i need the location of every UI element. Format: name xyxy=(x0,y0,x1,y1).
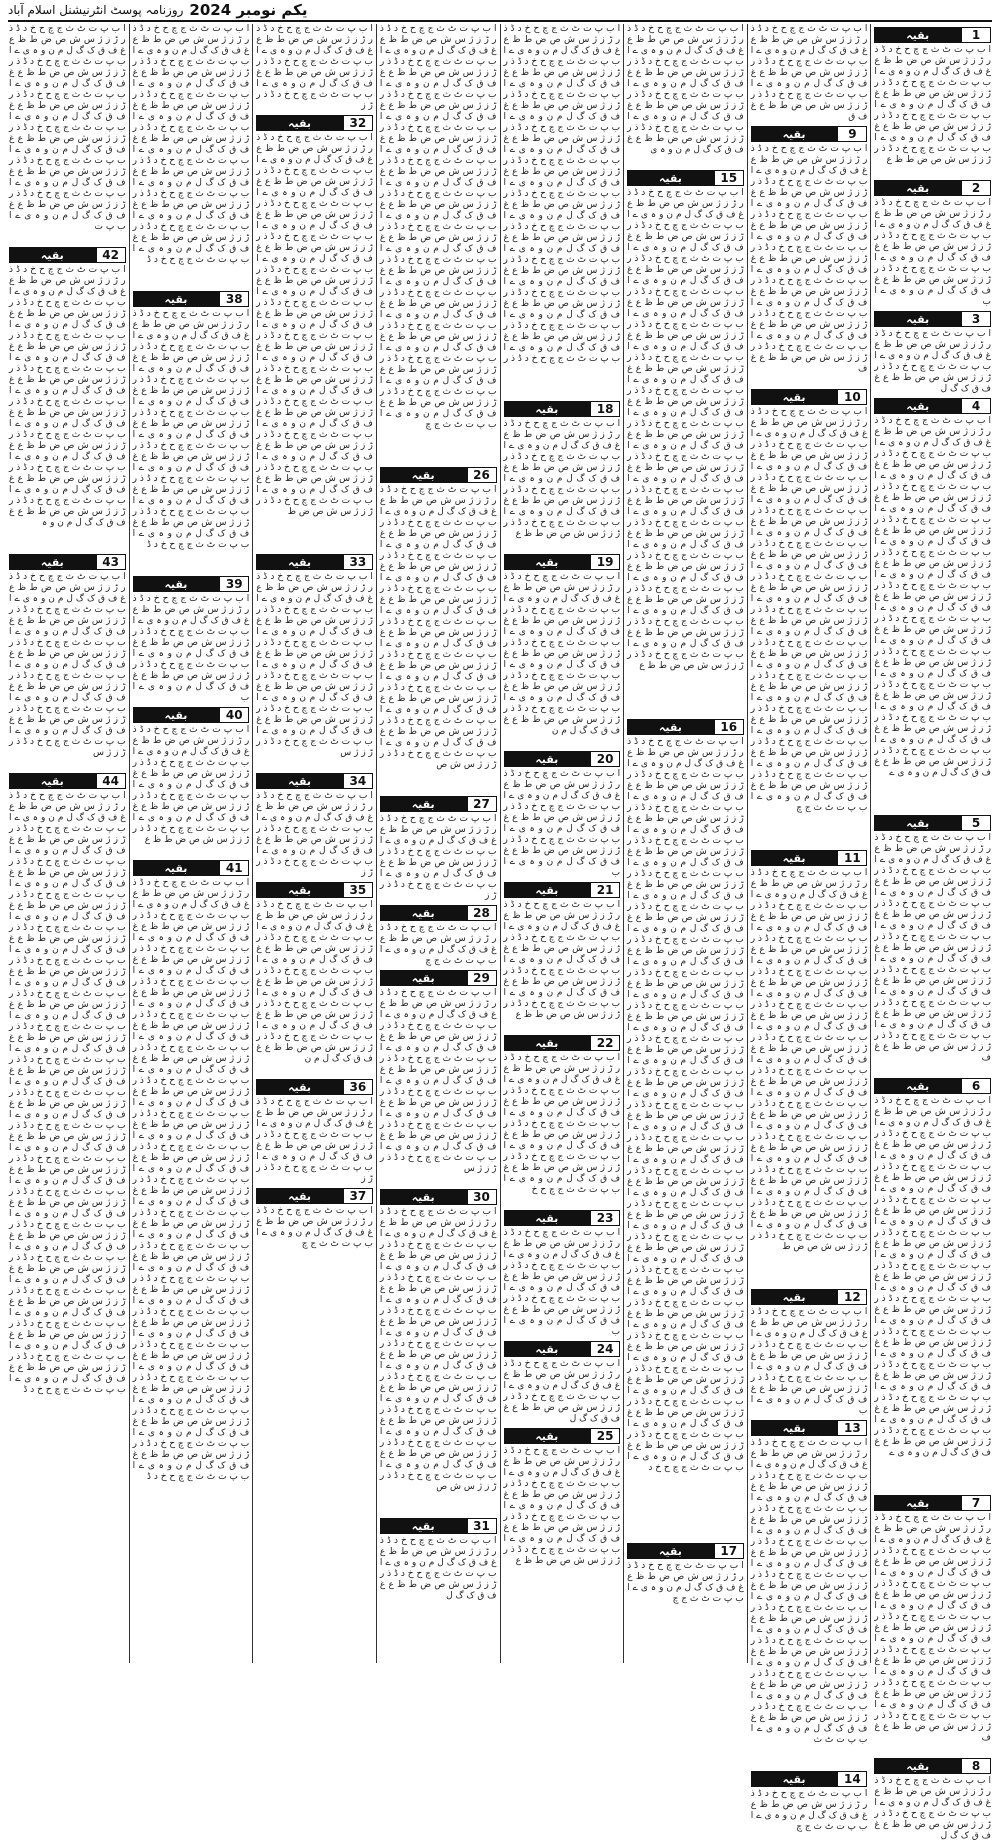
article-text: ا ب پ ت ٹ ث ج چ ح خ د ڈ ذ ر ڑ ز ژ س ش ص ض ط ظ ع غ ف ق ک گ ل م ن و ہ ی ے ا ب پ ت ٹ ث ج چ ح خ د ڈ ذ ر ڑ ز ژ س ش ص ض ط ظ ع غ ف ق ک گ ل م ن و ہ ی ے ا ب پ ت ٹ ث ج چ ح خ د ڈ ذ ر ڑ ز ژ س ش ص ض ط ظ ع غ ف ق ک گ ل م ن و ہ ی ے ا ب پ ت ٹ ث ج چ ح خ د ڈ ذ ر ڑ ز ژ س ش ص ض ط ظ ع غ ف ق ک گ ل م ن و ہ ی ے ا ب پ ت ٹ ث ج چ ح خ د ڈ ذ ر ڑ ز ژ س ش ص ض ط ظ ع غ ف ق ک گ ل م ن و ہ ی ے ا ب پ ت ٹ ث ج چ ح خ د ڈ ذ ر ڑ ز ژ س ش ص ض ط ظ ع غ ف ق ک گ ل م ن و ہ ی ے ا ب پ ت ٹ ث ج چ ح خ د ڈ ذ ر ڑ ز ژ س ش ص ض ط ظ ع غ ف ق ک گ ل م ن و ہ ی ے ا ب پ ت ٹ ث ج چ ح خ د ڈ ذ ر ڑ ز ژ س ش ص ض ط ظ ع غ ف ق ک گ ل م ن و ہ xyxy=(9,265,126,528)
article-text: ا ب پ ت ٹ ث ج چ ح خ د ڈ ذ ر ڑ ز ژ س ش ص ض ط ظ ع غ ف ق ک گ ل م ن و ہ ی ے ا ب پ ت ٹ ث ج چ ح خ د ڈ ذ ر ڑ ز ژ س ش ص ض ط ظ ع غ ف ق ک گ ل م ن و ہ ی ے ا ب پ ت ٹ ث ج چ ح خ د ڈ ذ ر ڑ ز ژ س ش ص ض ط ظ ع غ ف ق ک گ ل م ن و ہ ی ے ا ب پ ت ٹ ث ج چ ح خ د ڈ ذ ر ڑ ز ژ س ش ص ض ط ظ ع غ ف ق ک گ ل م ن و ہ ی ے ا ب پ ت ٹ ث ج چ ح خ د ڈ ذ ر ڑ ز ژ س ش ص ض ط ظ ع غ ف ق ک گ ل م ن و ہ ی ے ا ب پ ت ٹ ث ج چ ح خ د ڈ ذ ر ڑ ز ژ س xyxy=(256,572,373,758)
continuation-label: بقیہ xyxy=(874,1758,961,1774)
continuation-number: 15 xyxy=(714,170,744,186)
continuation-label: بقیہ xyxy=(380,1518,467,1534)
continuation-number: 9 xyxy=(837,126,867,142)
article-text: ا ب پ ت ٹ ث ج چ ح خ د ڈ ذ ر ڑ ز ژ س ش ص ض ط ظ ع غ ف ق ک گ ل م ن و ہ ی ے ا ب پ ت ٹ ث ج چ ح خ د ڈ ذ ر ڑ ز ژ س ش ص ض ط ظ ع غ ف ق ک گ ل م ن و ہ ی ے ا ب پ ت ٹ ث ج چ ح خ د ڈ ذ ر ڑ ز ژ س ش ص ض ط ظ ع غ ف ق ک گ ل م ن و ہ ی ے ا ب پ ت ٹ ث ج چ ح خ د ڈ ذ ر ڑ ز ژ س ش ص ض ط ظ ع غ ف ق ک گ ل م ن و ہ ی xyxy=(627,24,744,155)
continuation-header xyxy=(504,554,621,570)
continuation-header xyxy=(133,576,250,592)
continuation-label: بقیہ xyxy=(751,1420,838,1436)
continuation-label: بقیہ xyxy=(874,1078,961,1094)
continuation-label: بقیہ xyxy=(256,1188,343,1204)
continuation-header xyxy=(256,1079,373,1095)
continuation-number: 29 xyxy=(467,970,497,986)
article-text: ا ب پ ت ٹ ث ج چ ح خ د ڈ ذ ر ڑ ز ژ س ش ص ض ط ظ ع غ ف ق ک گ ل م ن و ہ ی ے ا ب پ ت ٹ ث ج چ ح خ د ڈ ذ ر ڑ ز ژ س ش ص ض ط ظ ع غ ف ق ک گ ل م ن و ہ ی ے ا ب پ ت ٹ ث ج چ ح خ د ڈ ذ ر ڑ ز xyxy=(256,24,373,111)
continuation-number: 6 xyxy=(961,1078,991,1094)
article-text: ا ب پ ت ٹ ث ج چ ح خ د ڈ ذ ر ڑ ز ژ س ش ص ض ط ظ ع غ ف ق ک گ ل م ن و ہ ی ے ا ب پ ت ٹ ث ج چ ح خ د ڈ ذ ر ڑ ز ژ س ش ص ض ط ظ ع غ ف ق ک گ ل م ن و ہ ی ے ا ب پ ت ٹ ث ج چ ح خ د ڈ ذ ر ڑ ز ژ س ش ص ض ط ظ ع غ ف ق ک گ ل م ن و ہ ی ے ا ب پ ت ٹ ث ج چ ح خ د ڈ ذ ر ڑ ز ژ س ش ص ض ط ظ ع غ ف ق ک گ ل م ن و ہ ی ے ا ب پ ت ٹ ث ج چ ح خ د ڈ ذ ر ڑ ز ژ س ش ص ض ط ظ ع غ ف ق ک گ ل م ن و ہ ی ے ا ب پ ت ٹ ث ج چ ح خ د ڈ ذ ر ڑ ز ژ س ش ص ض ط ظ ع غ ف ق ک گ ل م ن و ہ ی ے ا ب پ ت ٹ ث ج چ ح خ د ڈ ذ ر ڑ ز ژ س ش ص ض ط ظ ع غ ف ق ک گ ل م ن و ہ ی ے ا ب پ ت ٹ ث ج چ ح خ د ڈ ذ ر ڑ ز ژ س ش ص ض ط ظ ع غ ف ق ک گ ل م ن و ہ ی ے ا ب پ ت ٹ ث ج چ ح خ د ڈ ذ ر ڑ ز ژ س ش ص ض ط ظ ع غ ف ق ک گ ل م ن و ہ ی ے ا ب پ ت ٹ ث ج چ ح خ د ڈ ذ ر ڑ ز ژ س ش ص ض ط ظ ع غ ف ق ک گ ل م ن و ہ ی ے ا ب پ ت ٹ ث ج چ ح خ د ڈ ذ ر ڑ ز ژ س ش ص ض ط ظ ع غ ف ق ک گ ل م ن و ہ ی ے ا ب پ ت ٹ ث ج چ ح خ د ڈ ذ ر ڑ ز ژ س ش ص ض ط xyxy=(750,868,868,1252)
article-text: ا ب پ ت ٹ ث ج چ ح خ د ڈ ذ ر ڑ ز ژ س ش ص ض ط ظ ع غ ف ق ک گ ل م ن و ہ ی ے ا ب پ ت ٹ ث ج چ xyxy=(627,1561,744,1604)
article-text: ا ب پ ت ٹ ث ج چ ح خ د ڈ ذ ر ڑ ز ژ س ش ص ض ط ظ ع غ ف ق ک گ ل م ن و ہ ی ے ا ب پ ت ٹ ث ج چ ح خ د ڈ ذ ر ڑ ز ژ س ش ص ض ط ظ ع غ ف ق ک گ ل م ن و ہ ی ے ا ب پ ت ٹ ث ج چ ح خ د ڈ ذ ر ڑ ز ژ س ش ص ض ط ظ ع غ ف ق ک گ ل م ن و ہ ی ے ا ب پ ت ٹ ث ج چ ح خ د ڈ ذ ر ڑ ز ژ س ش ص ض ط ظ ع غ ف ق ک گ ل م ن و ہ ی ے ا ب پ ت ٹ ث ج چ ح خ د ڈ ذ ر ڑ ز ژ س ش ص ض ط ظ ع غ ف ق ک گ ل م ن و ہ ی ے ا ب پ ت ٹ ث ج چ ح خ د ڈ ذ ر ڑ ز ژ س ش ص ض ط ظ ع غ ف ق ک گ ل م ن و ہ ی ے ا ب پ ت ٹ ث ج چ ح خ د ڈ ذ ر ڑ ز ژ س ش ص ض ط ظ ع غ ف xyxy=(874,1513,991,1743)
continuation-header xyxy=(504,1341,621,1357)
continuation-header xyxy=(751,1289,868,1305)
continuation-label: بقیہ xyxy=(504,1341,591,1357)
continuation-number: 38 xyxy=(219,291,249,307)
column-5 xyxy=(376,24,500,1663)
column-7 xyxy=(129,24,253,1663)
article-text: ا ب پ ت ٹ ث ج چ ح خ د ڈ ذ ر ڑ ز ژ س ش ص ض ط ظ ع غ ف ق ک گ ل م ن و ہ ی ے ا ب پ ت ٹ ث ج چ ح خ د ڈ ذ ر ڑ ز ژ س ش ص ض ط ظ ع غ ف ق ک گ ل م ن و ہ ی ے ا ب پ ت ٹ ث ج چ ح خ د ڈ ذ ر ڑ ز ژ س ش ص ض ط ظ ع غ ف ق ک گ ل م ن و ہ ی ے ا ب xyxy=(503,1228,621,1337)
column-1 xyxy=(870,24,994,1841)
continuation-number: 17 xyxy=(714,1543,744,1559)
continuation-header xyxy=(874,1758,991,1774)
continuation-label: بقیہ xyxy=(9,247,96,263)
continuation-number: 37 xyxy=(343,1188,373,1204)
article-text: ا ب پ ت ٹ ث ج چ ح خ د ڈ ذ ر ڑ ز ژ س ش ص ض ط ظ ع غ ف ق ک گ ل م ن و ہ ی ے ا ب پ ت ٹ ث ج چ ح خ د ڈ ذ ر ڑ ز ژ س ش ص ض ط ظ ع غ ف ق ک گ ل م ن و ہ ی ے ا ب پ ت ٹ ث ج چ ح خ د ڈ ذ ر ڑ ز xyxy=(379,814,497,901)
continuation-number: 10 xyxy=(837,389,867,405)
continuation-header xyxy=(874,27,991,43)
continuation-header xyxy=(751,389,868,405)
continuation-label: بقیہ xyxy=(9,554,96,570)
continuation-header xyxy=(627,170,744,186)
continuation-number: 33 xyxy=(343,554,373,570)
continuation-header xyxy=(9,554,126,570)
continuation-header xyxy=(751,126,868,142)
continuation-header xyxy=(874,311,991,327)
continuation-label: بقیہ xyxy=(380,1189,467,1205)
continuation-number: 14 xyxy=(837,1771,867,1787)
column-2 xyxy=(747,24,871,1832)
continuation-header xyxy=(504,751,621,767)
continuation-header xyxy=(133,707,250,723)
article-text: ا ب پ ت ٹ ث ج چ ح خ د ڈ ذ ر ڑ ز ژ س ش ص ض ط ظ ع غ ف ق ک گ ل م ن و ہ ی ے ا ب پ ت ٹ ث ج چ ح خ د ڈ ذ ر ڑ ز ژ س ش ص ض ط ظ ع غ ف ق ک گ ل م ن و ہ ی ے ا ب پ ت ٹ ث ج چ ح خ د ڈ ذ ر ڑ ز xyxy=(256,791,373,878)
article-text: ا ب پ ت ٹ ث ج چ ح خ د ڈ ذ ر ڑ ز ژ س ش ص ض ط ظ ع غ ف ق ک گ ل م ن و ہ ی ے ا ب پ ت ٹ ث ج چ ح خ د ڈ ذ ر ڑ ز ژ س ش ص ض ط ظ ع غ ف ق ک گ ل م ن و ہ ی ے ا ب پ ت ٹ ث ج چ ح خ د ڈ ذ ر ڑ ز ژ س ش ص ض ط ظ ع غ ف ق ک گ ل م ن و ہ ی ے ا ب xyxy=(874,198,991,307)
article-text: ا ب پ ت ٹ ث ج چ ح خ د ڈ ذ ر ڑ ز ژ س ش ص ض ط ظ ع غ ف ق ک گ ل م ن و ہ ی ے ا ب پ ت ٹ ث ج چ ح خ د ڈ ذ ر ڑ ز ژ س ش ص ض ط ظ ع غ ف ق ک گ ل م ن و ہ ی ے ا ب پ ت ٹ ث ج چ ح خ د ڈ ذ ر ڑ ز ژ س ش ص ض ط ظ ع غ ف ق ک گ ل م ن و ہ ی ے ا ب پ ت ٹ ث ج چ ح خ د ڈ ذ ر ڑ ز ژ س ش ص ض ط ظ ع غ ف ق ک گ ل م ن و ہ ی ے ا ب پ ت ٹ ث ج چ ح خ د ڈ ذ ر ڑ ز ژ س ش ص ض ط ظ ع غ ف ق ک گ ل م ن و ہ ی ے ا ب پ ت ٹ ث ج چ ح خ د ڈ ذ ر ڑ ز ژ س ش ص ض ط ظ ع غ ف ق ک گ ل م ن و ہ ی ے ا ب پ ت ٹ ث ج چ ح خ د ڈ ذ ر ڑ ز ژ س ش ص ض ط ظ ع غ ف ق ک گ ل م ن و ہ ی ے ا ب پ ت ٹ ث ج چ ح خ د ڈ ذ ر ڑ ز ژ س ش ص ض ط ظ ع غ ف ق ک گ ل م ن و ہ ی ے ا ب پ ت ٹ ث ج چ ح خ د ڈ ذ ر ڑ ز ژ س ش ص ض ط ظ ع غ ف ق ک گ ل م ن و ہ ی ے ا ب پ ت ٹ ث ج چ ح خ د ڈ ذ ر ڑ ز ژ س ش ص ض ط ظ ع غ ف ق ک گ ل م ن و ہ ی ے ا ب پ ت ٹ ث ج چ ح خ د ڈ ذ ر ڑ ز ژ س ش ص ض ط ظ ع غ ف ق ک گ ل م ن و ہ ی ے ا ب پ ت ٹ ث ج چ ح خ د ڈ ذ ر ڑ ز ژ س ش ص ض ط ظ ع غ ف ق ک گ ل م ن و ہ ی ے ا ب پ ت ٹ ث ج چ ح خ د ڈ ذ ر ڑ ز ژ س ش ص ض ط ظ ع غ ف ق ک گ ل م ن و ہ ی ے ا ب پ ت ٹ ث ج چ ح خ د ڈ ذ ر ڑ ز ژ س ش ص ض ط ظ ع غ ف ق ک گ ل م ن و ہ ی ے ا ب پ ت ٹ ث ج چ ح خ د ڈ ذ ر ڑ ز ژ س ش ص ض ط ظ ع غ ف ق ک گ ل م ن و ہ ی ے ا ب پ ت ٹ ث ج چ ح خ د ڈ ذ ر ڑ ز ژ س ش ص ض ط ظ ع غ ف ق ک گ ل م ن و ہ ی ے ا ب پ ت ٹ ث ج چ ح خ د ڈ ذ ر ڑ ز ژ س ش ص ض ط ظ ع غ ف ق ک گ ل م ن و ہ ی ے ا ب پ ت ٹ ث ج چ ح خ د ڈ ذ ر ڑ ز ژ س ش ص ض ط ظ ع غ ف ق ک گ ل م ن و ہ ی ے ا ب پ ت ٹ ث ج چ ح خ د ڈ ذ ر ڑ ز ژ س ش ص ض ط ظ ع غ ف ق ک گ ل م ن و ہ ی ے ا ب پ ت ٹ ث ج چ ح خ د ڈ ذ ر ڑ ز ژ س ش ص ض ط ظ ع غ ف ق ک گ ل م ن و ہ ی ے ا ب پ ت ٹ ث ج چ ح خ د ڈ ذ ر ڑ ز ژ س ش ص ض ط ظ ع غ ف ق ک گ ل م ن و ہ ی ے ا ب پ ت ٹ ث ج چ ح خ د ڈ ذ ر ڑ ز ژ س ش ص ض ط ظ ع غ ف ق ک گ ل م ن و ہ ی ے ا ب پ ت ٹ ث ج چ ح خ د xyxy=(627,737,744,1473)
article-text: ا ب پ ت ٹ ث ج چ ح خ د ڈ ذ ر ڑ ز ژ س ش ص ض ط ظ ع غ ف ق ک گ ل م ن و ہ ی ے ا ب پ ت ٹ ث ج چ ح خ د ڈ ذ ر ڑ ز ژ س ش ص ض ط ظ ع غ ف ق ک گ ل م ن و ہ ی ے ا ب پ ت ٹ ث ج چ ح خ د ڈ ذ ر ڑ ز ژ س ش ص ض ط ظ ع غ ف ق ک گ ل م ن و ہ ی ے ا ب پ ت ٹ ث ج چ ح خ د ڈ ذ ر ڑ ز ژ س ش ص ض ط ظ ع غ ف ق ک گ ل م ن و ہ ی ے ا ب پ ت ٹ ث ج چ ح خ د ڈ ذ ر ڑ ز ژ س ش ص ض ط ظ ع غ ف ق ک گ ل م ن و ہ ی ے ا ب پ ت ٹ ث ج چ ح خ د ڈ ذ ر ڑ ز ژ س ش ص ض ط ظ ع غ ف ق ک گ ل م ن و ہ ی ے ا ب پ ت ٹ ث ج چ ح خ د ڈ ذ ر ڑ ز ژ س ش ص ض ط ظ ع غ ف ق ک گ ل م ن و ہ ی ے ا ب پ ت ٹ ث ج چ ح خ د ڈ ذ ر ڑ ز ژ س ش ص ض ط ظ ع غ ف ق ک گ ل م ن و ہ ی ے ا ب پ ت ٹ ث ج چ ح خ د ڈ ذ ر ڑ ز ژ س ش ص ض ط ظ ع غ ف ق ک گ ل م ن و ہ ی ے ا ب پ ت ٹ ث ج چ ح خ د ڈ ذ ر ڑ ز ژ س ش ص ض ط ظ ع غ ف ق ک گ ل م ن و ہ ی ے ا ب پ ت ٹ ث ج چ ح خ د ڈ ذ ر ڑ ز ژ س ش ص ض ط ظ ع غ ف ق ک گ ل م ن و ہ ی ے ا ب پ ت ٹ ث ج چ ح خ د ڈ ذ ر ڑ ز ژ س ش ص ض ط ظ ع غ ف ق ک گ ل م ن و ہ ی ے ا ب پ ت ٹ ث ج چ ح خ د ڈ ذ ر ڑ ز ژ س ش ص ض ط ظ ع غ ف ق ک گ ل م ن و ہ ی ے ا ب پ ت ٹ ث ج چ ح خ د ڈ ذ ر ڑ ز ژ س ش ص ض ط ظ ع غ ف ق ک گ ل م ن و ہ ی ے ا ب پ ت ٹ ث ج چ ح خ د ڈ ذ ر ڑ ز ژ س ش ص ض ط ظ ع غ ف ق ک گ ل م ن و ہ ی ے ا ب پ ت ٹ ث ج چ ح خ د ڈ ذ ر ڑ ز ژ س ش ص ض ط ظ ع غ ف ق ک گ ل م ن و ہ ی ے ا ب پ ت ٹ ث ج چ ح خ د ڈ ذ ر ڑ ز ژ س ش ص ض ط ظ ع غ ف ق ک گ ل م ن و ہ ی ے ا ب پ ت ٹ ث ج چ ح خ د ڈ ذ ر ڑ ز ژ س ش ص ض ط ظ ع غ ف ق ک گ ل م ن و ہ ی ے ا ب پ ت ٹ ث ج چ ح خ د ڈ xyxy=(132,878,250,1482)
continuation-label: بقیہ xyxy=(256,1079,343,1095)
continuation-number: 1 xyxy=(961,27,991,43)
continuation-label: بقیہ xyxy=(751,126,838,142)
continuation-label: بقیہ xyxy=(256,882,343,898)
continuation-label: بقیہ xyxy=(751,1771,838,1787)
continuation-number: 22 xyxy=(590,1035,620,1051)
article-text: ا ب پ ت ٹ ث ج چ ح خ د ڈ ذ ر ڑ ز ژ س ش ص ض ط ظ ع غ ف ق ک گ ل م ن و ہ ی ے ا ب پ ت ٹ ث ج چ xyxy=(750,1789,868,1832)
continuation-header xyxy=(380,905,497,921)
article-text: ا ب پ ت ٹ ث ج چ ح خ د ڈ ذ ر ڑ ز ژ س ش ص ض ط ظ ع غ ف ق ک گ ل م ن و ہ ی ے ا ب پ ت ٹ ث ج چ ح خ د ڈ ذ ر ڑ ز ژ س ش ص ض ط ظ ع غ ف ق ک گ ل م ن و ہ ی ے ا ب پ ت ٹ ث ج چ ح خ د ڈ ذ ر ڑ ز ژ س ش ص ض ط ظ ع غ ف ق ک گ ل م ن و ہ ی ے ا ب پ ت ٹ ث ج چ ح خ د ڈ ذ ر ڑ ز ژ س ش ص ض ط ظ ع غ ف ق ک گ ل م ن و ہ ی ے ا ب پ ت ٹ ث ج چ ح خ د ڈ ذ ر ڑ ز ژ س ش ص ض ط ظ ع غ ف ق ک گ ل م ن و ہ ی ے ا ب پ ت ٹ ث ج چ ح خ د ڈ ذ ر ڑ ز ژ س ش ص ض ط ظ ع غ ف ق ک گ ل م ن و ہ ی ے ا ب پ ت xyxy=(9,24,126,232)
continuation-label: بقیہ xyxy=(256,773,343,789)
article-text: ا ب پ ت ٹ ث ج چ ح خ د ڈ ذ ر ڑ ز ژ س ش ص ض ط ظ ع غ ف ق ک گ ل م ن و ہ ی ے ا ب پ ت ٹ ث ج چ ح خ د ڈ ذ ر ڑ ز ژ س ش ص ض ط ظ ع غ ف ق ک گ ل م ن و ہ ی ے ا ب پ ت ٹ ث ج چ ح خ د ڈ ذ ر ڑ ز ژ س ش ص ض ط ظ ع غ ف ق xyxy=(750,24,868,122)
continuation-number: 18 xyxy=(590,401,620,417)
continuation-label: بقیہ xyxy=(504,554,591,570)
continuation-label: بقیہ xyxy=(380,467,467,483)
continuation-header xyxy=(256,554,373,570)
continuation-label: بقیہ xyxy=(874,180,961,196)
continuation-header xyxy=(874,180,991,196)
article-text: ا ب پ ت ٹ ث ج چ ح خ د ڈ ذ ر ڑ ز ژ س ش ص ض ط ظ ع غ ف ق ک گ ل م ن و ہ ی ے ا ب پ ت ٹ ث ج چ ح خ د ڈ ذ ر ڑ ز ژ س ش ص ض ط ظ ع غ ف ق ک گ ل م ن و ہ ی ے ا ب پ ت ٹ ث ج چ ح خ د ڈ ذ ر ڑ ز ژ س ش ص ض ط ظ ع غ ف ق ک گ ل م ن و ہ ی ے ا ب پ ت ٹ ث ج چ ح خ د ڈ ذ ر ڑ ز ژ س ش ص ض ط ظ ع غ ف ق ک گ ل م ن و ہ ی ے ا ب پ ت ٹ ث ج چ ح خ د ڈ ذ ر ڑ ز ژ س ش ص ض ط ظ ع غ ف ق ک گ ل م ن و ہ ی ے ا ب پ ت ٹ ث ج چ ح خ د ڈ ذ ر ڑ ز ژ س ش ص ض ط ظ ع غ ف ق ک گ ل م ن و ہ ی ے ا ب پ ت ٹ ث ج چ ح خ د ڈ ذ ر ڑ ز ژ س ش ص ض ط ظ ع غ ف ق ک گ ل م ن و ہ ی ے ا ب پ ت ٹ ث ج چ ح خ د ڈ ذ ر ڑ ز ژ س ش ص ض ط ظ ع غ ف ق ک گ ل م ن و ہ ی ے ا ب پ ت ٹ ث ج چ ح خ د ڈ ذ ر ڑ ز ژ س ش ص xyxy=(379,485,497,770)
article-text: ا ب پ ت ٹ ث ج چ ح خ د ڈ ذ ر ڑ ز ژ س ش ص ض ط ظ ع غ ف ق ک گ ل م ن و ہ ی ے ا ب پ ت ٹ ث ج چ ح خ د ڈ ذ ر ڑ ز ژ س ش ص ض ط ظ ع غ ف ق ک گ ل xyxy=(379,1536,497,1601)
continuation-label: بقیہ xyxy=(133,707,220,723)
article-text: ا ب پ ت ٹ ث ج چ ح خ د ڈ ذ ر ڑ ز ژ س ش ص ض ط ظ ع غ ف ق ک گ ل م ن و ہ ی ے ا ب پ ت ٹ ث ج چ ح خ د ڈ ذ ر ڑ ز ژ س ش ص ض ط ظ ع غ ف ق ک گ ل م ن و ہ ی ے ا ب پ ت ٹ ث ج چ ح خ د ڈ ذ ر ڑ ز ژ س ش ص ض ط ظ ع غ ف ق ک گ ل م ن و ہ ی ے ا ب پ ت ٹ ث ج چ ح خ د ڈ ذ ر ڑ ز ژ س ش ص ض ط ظ ع غ ف ق ک گ ل م ن و ہ ی ے ا ب پ ت ٹ ث ج چ ح خ xyxy=(503,1053,621,1195)
article-text: ا ب پ ت ٹ ث ج چ ح خ د ڈ ذ ر ڑ ز ژ س ش ص ض ط ظ ع غ ف ق ک گ ل م ن و ہ ی ے ا ب پ ت ٹ ث ج چ ح خ د ڈ ذ ر ڑ ز ژ س ش ص ض ط ظ ع غ ف ق ک گ ل م ن و ہ ی ے ا ب پ ت ٹ ث ج چ ح خ د ڈ ذ ر ڑ ز ژ س ش ص ض ط ظ ع غ ف ق ک گ ل م ن و ہ ی ے ا ب پ ت ٹ ث ج چ ح خ د ڈ ذ ر ڑ ز ژ س ش ص ض ط ظ ع غ ف ق ک گ ل م ن و ہ ی ے ا ب پ ت ٹ ث ج چ ح خ د ڈ ذ ر ڑ ز ژ س ش ص ض ط ظ ع غ ف ق ک گ ل م ن و ہ ی ے ا ب پ ت ٹ ث ج چ ح خ د ڈ ذ ر ڑ ز ژ س ش ص ض ط ظ ع غ ف ق ک گ ل م ن و ہ ی ے ا ب پ ت ٹ ث ج چ ح خ د ڈ ذ ر ڑ ز ژ س ش ص ض ط ظ ع غ ف ق ک گ ل م ن و ہ ی ے ا ب پ ت ٹ ث ج چ ح خ د ڈ ذ ر ڑ ز ژ س ش ص ض ط ظ ع غ ف ق ک گ ل م ن و ہ ی ے ا ب پ ت ٹ ث ج چ ح خ د ڈ ذ ر ڑ ز ژ س ش ص ض ط ظ ع غ ف ق ک گ ل م ن و ہ ی ے ا ب پ ت ٹ ث ج چ ح خ د ڈ ذ ر ڑ ز ژ س ش ص ض ط ظ ع غ ف ق ک گ ل م ن و ہ ی ے ا ب پ ت ٹ ث ج چ ح خ د ڈ ذ ر ڑ ز ژ س ش ص ض ط ظ ع غ ف ق ک گ ل م ن و ہ ی ے ا ب پ ت ٹ ث ج چ ح خ د ڈ ذ ر ڑ ز ژ س ش ص ض ط ظ ع غ ف ق ک گ ل م ن و ہ ی ے ا ب پ ت ٹ ث ج چ ح خ د ڈ ذ ر ڑ ز ژ س ش ص ض ط ظ ع غ ف ق ک گ ل م ن و ہ ی ے ا ب پ ت ٹ ث ج چ ح خ د ڈ ذ ر ڑ ز ژ س ش ص ض ط ظ ع غ ف ق ک گ ل م ن و ہ ی ے ا ب پ ت ٹ ث ج چ ح خ د ڈ ذ ر ڑ ز ژ س ش ص ض ط ظ ع غ ف ق ک گ ل م ن و ہ ی ے ا ب پ ت ٹ ث ج چ ح خ د ڈ ذ ر ڑ ز ژ س ش ص ض ط ظ ع غ ف ق ک گ ل م ن و ہ ی ے ا ب پ ت ٹ ث ج چ ح خ د ڈ ذ ر ڑ ز ژ س ش ص ض ط ظ ع غ ف ق ک گ ل م ن و ہ ی ے ا ب پ ت ٹ ث ج چ ح خ د ڈ ذ ر ڑ ز ژ س ش ص ض ط ظ ع غ ف ق ک گ ل م ن و ہ ی ے ا ب پ ت ٹ ث ج چ ح خ د ڈ xyxy=(9,791,126,1395)
continuation-label: بقیہ xyxy=(504,882,591,898)
continuation-number: 2 xyxy=(961,180,991,196)
continuation-number: 13 xyxy=(837,1420,867,1436)
article-text: ا ب پ ت ٹ ث ج چ ح خ د ڈ ذ ر ڑ ز ژ س ش ص ض ط ظ ع غ ف ق ک گ ل م ن و ہ ی ے ا ب پ ت ٹ ث ج چ ح خ د ڈ ذ ر ڑ ز ژ س ش ص ض ط ظ ع غ ف ق ک گ ل م ن و ہ ی ے ا ب پ ت ٹ ث ج چ ح خ د ڈ ذ ر ڑ ز ژ س ش ص ض ط ظ ع غ ف ق ک گ ل م ن و ہ ی ے ا ب پ ت ٹ ث ج چ ح خ د ڈ ذ ر ڑ ز ژ س ش ص ض ط ظ ع غ ف ق ک گ ل م ن و ہ ی ے ا ب پ ت ٹ ث ج چ ح خ د ڈ ذ ر ڑ ز ژ س ش ص ض ط ظ ع غ ف ق ک گ ل م ن و ہ ی ے ا ب پ ت ٹ ث ج چ ح خ د ڈ ذ ر ڑ ز ژ س ش ص ض ط ظ ع غ ف ق ک گ ل م ن و ہ ی ے ا ب پ ت ٹ ث ج چ ح خ د ڈ ذ ر ڑ ز ژ س ش ص ض ط ظ ع غ ف ق ک گ ل م ن و ہ ی ے ا ب پ ت ٹ ث ج چ ح خ د ڈ xyxy=(132,309,250,550)
article-text: ا ب پ ت ٹ ث ج چ ح خ د ڈ ذ ر ڑ ز ژ س ش ص ض ط ظ ع غ ف ق ک گ ل م ن و ہ ی ے ا ب پ ت ٹ ث ج چ ح خ د ڈ ذ ر ڑ ز ژ س ش ص ض ط ظ ع غ ف ق ک گ ل م ن و ہ ی ے ا ب پ ت ٹ ث ج چ ح خ د ڈ ذ ر ڑ ز ژ س ش ص ض ط ظ ع غ ف ق ک گ ل م ن و ہ ی ے ا ب پ ت ٹ ث ج چ ح خ د ڈ ذ ر ڑ ز ژ س ش ص ض ط ظ ع غ ف ق ک گ ل م ن و ہ ی ے ا ب پ ت ٹ ث ج چ ح خ د ڈ ذ ر ڑ ز ژ س ش ص ض ط ظ ع غ ف ق ک گ ل م ن و ہ ی ے ا ب پ ت ٹ ث ج چ ح خ د ڈ ذ ر ڑ ز ژ س ش ص ض ط ظ ع غ ف ق ک گ ل م ن و ہ ی ے ا ب پ ت ٹ ث ج چ ح خ د ڈ ذ ر ڑ ز ژ س ش ص ض ط ظ ع غ ف xyxy=(874,833,991,1063)
continuation-header xyxy=(751,1420,868,1436)
continuation-label: بقیہ xyxy=(504,1428,591,1444)
continuation-label: بقیہ xyxy=(627,719,714,735)
article-text: ا ب پ ت ٹ ث ج چ ح خ د ڈ ذ ر ڑ ز ژ س ش ص ض ط ظ ع غ ف ق ک گ ل م ن و ہ ی ے ا ب پ ت ٹ ث ج چ ح خ د ڈ ذ ر ڑ ز ژ س ش ص ض ط ظ ع غ ف ق ک گ ل م ن و ہ ی ے ا ب پ ت ٹ ث ج چ ح خ د ڈ ذ ر ڑ ز ژ س ش ص ض ط ظ ع غ ف ق ک گ ل م ن و ہ ی ے ا ب پ ت ٹ ث ج چ ح خ د ڈ ذ ر ڑ ز ژ س ش ص ض ط ظ ع غ ف ق ک گ ل م ن و ہ ی ے ا ب پ ت ٹ ث ج چ ح خ د ڈ ذ ر ڑ ز ژ س ش ص ض ط ظ ع غ ف ق ک گ ل م ن و ہ ی ے ا ب پ ت ٹ ث ج چ ح خ د ڈ ذ ر ڑ ز ژ س ش ص ض ط ظ ع غ ف ق ک گ ل م ن و ہ ی ے ا ب پ ت ٹ ث ج چ ح خ د ڈ ذ ر ڑ ز ژ س ش ص ض ط ظ ع غ ف ق ک گ ل م ن و ہ ی ے ا ب پ ت ٹ ث ج چ ح خ د ڈ ذ ر ڑ ز ژ س ش ص ض ط ظ ع غ ف ق ک گ ل م ن و ہ ی ے ا ب پ ت ٹ ث ج چ ح خ د ڈ ذ ر ڑ ز ژ س ش ص ض ط ظ ع غ ف ق ک گ ل م ن و ہ ی ے ا ب پ ت ٹ ث ج چ ح خ د ڈ ذ ر ڑ ز ژ س ش ص ض ط ظ ع غ ف ق ک گ ل م ن و ہ ی ے ا ب پ ت ٹ ث ج چ ح خ د ڈ ذ ر ڑ ز ژ س ش ص ض ط ظ ع غ ف ق ک گ ل م ن و ہ ی ے ا ب پ ت ٹ ث ج چ ح خ د ڈ ذ ر ڑ ز ژ س ش ص ض ط ظ ع غ ف ق ک گ ل م ن و ہ ی ے ا ب پ ت ٹ ث ج چ ح خ د ڈ ذ ر ڑ ز ژ س ش ص ض ط ظ ع غ ف ق ک گ ل م ن و ہ ی ے ا ب پ ت ٹ ث ج چ ح خ د ڈ ذ ر ڑ ز ژ س ش ص ض ط ظ ع غ ف ق ک گ ل م ن و ہ ی ے ا ب پ ت ٹ ث ج چ ح خ د ڈ ذ ر ڑ ز ژ س ش ص ض ط ظ ع xyxy=(627,188,744,671)
article-text: ا ب پ ت ٹ ث ج چ ح خ د ڈ ذ ر ڑ ز ژ س ش ص ض ط ظ ع غ ف ق ک گ ل م ن و ہ ی ے ا ب پ ت ٹ ث ج چ ح خ د ڈ ذ ر ڑ ز ژ س ش ص ض ط ظ ع غ ف ق ک گ ل م ن و ہ ی ے ا ب پ ت ٹ ث ج چ ح خ د ڈ ذ ر ڑ ز ژ س ش ص ض ط ظ ع غ ف ق ک گ ل م ن و ہ ی ے ا ب پ ت ٹ ث ج چ ح خ د ڈ ذ ر ڑ ز ژ س ش ص ض ط ظ ع xyxy=(132,725,250,845)
continuation-header xyxy=(9,773,126,789)
article-text: ا ب پ ت ٹ ث ج چ ح خ د ڈ ذ ر ڑ ز ژ س ش ص ض ط ظ ع غ ف ق ک گ ل م ن و ہ ی ے ا ب پ ت ٹ ث ج چ ح خ د ڈ ذ ر ڑ ز ژ س ش ص ض ط ظ ع غ ف ق ک گ ل م ن و ہ ی ے ا ب پ ت ٹ ث ج چ ح خ د ڈ ذ ر ڑ ز ژ س ش ص ض ط ظ ع غ ف ق ک گ ل م ن و ہ ی ے ا ب پ ت ٹ ث ج چ ح خ د ڈ ذ ر ڑ ز ژ س ش ص ض ط ظ ع غ ف ق ک گ ل م ن و ہ ی ے ا ب پ ت ٹ ث ج چ ح خ د ڈ ذ ر ڑ ز ژ س ش ص ض ط ظ ع غ ف ق ک گ ل م ن و ہ ی ے ا ب پ ت ٹ ث ج چ ح خ د ڈ ذ ر ڑ ز ژ س ش ص ض ط ظ ع غ ف ق ک گ ل م ن و ہ ی ے ا ب پ ت ٹ ث ج چ ح خ د ڈ ذ ر ڑ ز ژ س ش ص ض ط ظ ع غ ف xyxy=(750,144,868,374)
article-text: ا ب پ ت ٹ ث ج چ ح خ د ڈ ذ ر ڑ ز ژ س ش ص ض ط ظ ع غ ف ق ک گ ل م ن و ہ ی ے ا ب پ ت ٹ ث ج چ ح خ د ڈ ذ ر ڑ ز ژ س ش ص ض ط ظ ع غ ف ق ک گ ل م ن و ہ ی ے ا ب پ ت ٹ ث ج چ ح خ د ڈ ذ ر ڑ ز ژ س ش ص ض ط ظ ع غ ف ق ک گ ل م ن و ہ ی ے ا ب پ ت ٹ ث ج چ ح خ د ڈ ذ ر ڑ ز ژ س ش ص ض ط ظ ع غ ف ق ک گ ل م ن و ہ ی ے ا ب پ ت ٹ ث ج چ ح خ د ڈ ذ ر ڑ ز ژ س ش ص ض ط ظ ع غ ف ق ک گ ل م ن و ہ ی ے ا ب پ ت ٹ ث ج چ ح خ د ڈ ذ ر ڑ ز ژ س ش ص ض ط ظ ع غ ف ق ک گ ل م ن و ہ ی ے ا ب پ ت ٹ ث ج چ ح خ د ڈ ذ ر ڑ ز ژ س ش ص ض ط ظ ع غ ف ق ک گ ل م ن و ہ ی ے ا ب پ ت ٹ ث ج چ ح خ د ڈ ذ ر ڑ ز ژ س ش ص ض ط ظ ع غ ف ق ک گ ل م ن و ہ ی ے ا ب پ ت ٹ ث ج چ ح خ د ڈ ذ ر ڑ ز ژ س ش ص ض ط ظ ع غ ف ق ک گ ل م ن و ہ ی ے ا ب پ ت ٹ ث xyxy=(750,1438,868,1745)
continuation-header xyxy=(504,401,621,417)
continuation-number: 43 xyxy=(96,554,126,570)
continuation-number: 19 xyxy=(590,554,620,570)
continuation-label: بقیہ xyxy=(133,860,220,876)
article-text: ا ب پ ت ٹ ث ج چ ح خ د ڈ ذ ر ڑ ز ژ س ش ص ض ط ظ ع غ ف ق ک گ ل م ن و ہ ی ے ا ب پ ت ٹ ث ج چ ح خ د ڈ ذ ر ڑ ز ژ س ش ص ض ط ظ ع غ ف ق ک گ ل م ن و ہ ی ے ا ب پ ت ٹ ث ج چ ح خ د ڈ ذ ر ڑ ز ژ س ش ص ض ط ظ ع غ ف ق ک گ ل م ن و ہ ی ے ا ب پ ت ٹ ث ج چ ح خ د ڈ ذ ر ڑ ز ژ س ش ص ض ط ظ ع غ ف ق ک گ ل م ن و ہ ی ے ا ب پ ت ٹ ث ج چ ح خ د ڈ ذ ر ڑ ز ژ س ش ص ض ط ظ ع غ ف ق ک گ ل م ن xyxy=(256,900,373,1064)
continuation-header xyxy=(504,1035,621,1051)
continuation-header xyxy=(256,1188,373,1204)
article-text: ا ب پ ت ٹ ث ج چ ح خ د ڈ ذ ر ڑ ز ژ س ش ص ض ط ظ ع غ ف ق ک گ ل م ن و ہ ی ے ا ب پ ت ٹ ث ج چ ح خ د ڈ ذ ر ڑ ز ژ س ش ص ض ط ظ ع غ ف ق ک گ ل xyxy=(874,1776,991,1841)
article-text: ا ب پ ت ٹ ث ج چ ح خ د ڈ ذ ر ڑ ز ژ س ش ص ض ط ظ ع غ ف ق ک گ ل م ن و ہ ی ے ا ب پ ت ٹ ث ج چ ح خ د ڈ ذ ر ڑ ز ژ س ش ص ض ط ظ ع غ ف ق ک گ ل م ن و ہ ی ے ا ب پ ت ٹ ث ج چ ح خ د ڈ ذ ر ڑ ز ژ س ش ص ض ط ظ ع غ ف ق ک گ ل م ن و ہ ی ے ا ب پ ت ٹ ث ج چ ح خ د ڈ ذ ر ڑ ز ژ س ش ص ض ط ظ ع xyxy=(503,419,621,539)
continuation-header xyxy=(380,1189,497,1205)
column-4 xyxy=(500,24,624,1663)
continuation-label: بقیہ xyxy=(627,170,714,186)
continuation-label: بقیہ xyxy=(874,398,961,414)
continuation-label: بقیہ xyxy=(380,905,467,921)
continuation-header xyxy=(380,970,497,986)
continuation-number: 16 xyxy=(714,719,744,735)
continuation-number: 23 xyxy=(590,1210,620,1226)
issue-date: یکم نومبر 2024 xyxy=(189,1,308,19)
continuation-header xyxy=(627,719,744,735)
continuation-number: 36 xyxy=(343,1079,373,1095)
continuation-header xyxy=(133,291,250,307)
continuation-number: 34 xyxy=(343,773,373,789)
continuation-label: بقیہ xyxy=(751,850,838,866)
continuation-header xyxy=(380,1518,497,1534)
article-text: ا ب پ ت ٹ ث ج چ ح خ د ڈ ذ ر ڑ ز ژ س ش ص ض ط ظ ع غ ف ق ک گ ل م ن و ہ ی ے ا ب پ ت ٹ ث ج چ ح خ د ڈ ذ ر ڑ ز ژ س ش ص ض ط ظ ع غ ف ق ک گ ل م ن و ہ ی ے ا ب پ ت ٹ ث ج چ ح خ د ڈ ذ ر ڑ ز ژ س ش ص ض ط ظ ع غ ف ق ک گ ل م ن و ہ ی ے ا ب پ ت ٹ ث ج چ ح خ د ڈ ذ ر ڑ ز ژ س ش ص ض ط ظ ع غ ف ق ک گ ل م ن و ہ ی ے ا ب پ ت ٹ ث ج چ ح خ د ڈ ذ ر ڑ ز ژ س ش ص ض ط ظ ع غ ف ق ک گ ل م ن و ہ ی ے ا ب پ ت ٹ ث ج چ ح خ د ڈ ذ ر ڑ ز ژ س ش ص ض ط ظ ع غ ف ق ک گ ل م ن و ہ ی ے ا ب پ ت ٹ ث ج چ ح خ د ڈ ذ ر ڑ ز ژ س ش ص ض ط ظ ع غ ف ق ک گ ل م ن و ہ ی ے ا ب پ ت ٹ ث ج چ ح خ د ڈ ذ ر ڑ ز ژ س ش ص ض ط ظ ع غ ف ق ک گ ل م ن و ہ ی ے ا ب پ ت ٹ ث ج چ ح خ د ڈ ذ ر ڑ ز ژ س ش ص ض ط ظ ع غ ف ق ک گ ل م ن و ہ ی ے ا ب پ ت ٹ ث ج چ ح خ د ڈ ذ ر ڑ ز ژ س ش ص ض ط ظ ع غ ف ق ک گ ل م ن و ہ ی ے ا ب پ ت ٹ ث ج چ ح خ د ڈ ذ ر ڑ ز ژ س ش ص ض ط ظ ع غ ف ق ک گ ل م ن و ہ ی ے xyxy=(874,1096,991,1458)
article-text: ا ب پ ت ٹ ث ج چ ح خ د ڈ ذ ر ڑ ز ژ س ش ص ض ط ظ ع غ ف ق ک گ ل م ن و ہ ی ے ا ب پ ت ٹ ث ج چ ح خ د ڈ ذ ر ڑ ز ژ س ش ص ض ط ظ ع غ ف ق ک گ ل م ن و ہ ی ے ا ب پ ت ٹ ث ج چ ح خ د ڈ ذ ر ڑ ز ژ س ش ص ض ط ظ ع غ ف ق ک گ ل م ن و ہ ی ے ا ب پ ت ٹ ث ج چ ح خ د ڈ ذ ر ڑ ز ژ س ش ص ض ط ظ ع غ ف ق ک گ ل م ن و ہ ی ے ا ب پ ت ٹ ث ج چ ح خ د ڈ ذ ر ڑ ز ژ س ش ص ض ط ظ ع غ ف ق ک گ ل م ن و ہ ی ے ا ب پ ت ٹ ث ج چ ح خ د ڈ ذ ر ڑ ز ژ س ش ص ض ط ظ ع غ ف ق ک گ ل م ن و ہ ی ے ا ب پ ت ٹ ث ج چ ح خ د ڈ ذ ر ڑ ز ژ س ش ص ض ط ظ ع غ ف ق ک گ ل م ن و ہ ی ے ا ب پ ت ٹ ث ج چ ح خ د ڈ ذ ر ڑ ز ژ س ش ص ض ط ظ ع غ ف ق ک گ ل م ن و ہ ی ے ا ب پ ت ٹ ث ج چ ح خ د ڈ ذ ر ڑ ز ژ س ش ص xyxy=(379,1207,497,1492)
continuation-label: بقیہ xyxy=(751,389,838,405)
continuation-header xyxy=(874,1078,991,1094)
article-text: ا ب پ ت ٹ ث ج چ ح خ د ڈ ذ ر ڑ ز ژ س ش ص ض ط ظ ع غ ف ق ک گ ل م ن و ہ ی ے ا ب پ ت ٹ ث ج چ ح خ د ڈ ذ ر ڑ ز ژ س ش ص ض ط ظ ع غ ف ق ک گ ل م ن و ہ ی ے ا ب پ ت ٹ ث ج چ ح خ د ڈ ذ ر ڑ ز ژ س ش ص ض ط ظ ع غ ف ق ک گ ل م ن و ہ ی ے ا ب پ ت ٹ ث ج چ ح خ د ڈ ذ ر ڑ ز ژ س ش ص ض ط ظ ع غ ف ق ک گ ل م ن و ہ ی ے ا ب پ ت ٹ ث ج چ ح خ د ڈ ذ ر ڑ ز ژ س ش ص ض ط ظ ع غ ف ق ک گ ل م ن و ہ ی ے ا ب پ ت ٹ ث ج چ ح خ د ڈ ذ ر ڑ ز ژ س ش ص ض ط ظ ع غ ف ق ک گ ل م ن و ہ ی ے ا ب پ ت ٹ ث ج چ ح خ د ڈ ذ ر ڑ ز ژ س ش ص ض ط ظ ع غ ف ق ک گ ل م ن و ہ ی ے ا ب پ ت ٹ ث ج چ ح خ د ڈ ذ ر ڑ ز ژ س ش ص ض ط ظ ع غ ف ق ک گ ل م ن و ہ ی ے ا ب پ ت ٹ ث ج چ ح خ د ڈ ذ ر ڑ ز ژ س ش ص ض ط ظ ع غ ف ق ک گ ل م ن و ہ ی ے ا ب پ ت ٹ ث ج چ ح خ د ڈ ذ ر ڑ ز ژ س ش ص ض ط ظ ع غ ف ق ک گ ل م ن و ہ ی ے ا ب پ ت ٹ ث ج چ ح خ د ڈ ذ ر ڑ ز ژ س ش ص ض ط ظ ع غ ف ق ک گ ل م ن و ہ ی ے ا ب پ ت ٹ ث ج چ ح خ د ڈ ذ ر ڑ ز ژ س ش ص ض ط ظ ع غ ف ق ک گ ل م ن و ہ ی ے ا ب پ ت ٹ ث ج چ xyxy=(379,24,497,430)
article-text: ا ب پ ت ٹ ث ج چ ح خ د ڈ ذ ر ڑ ز ژ س ش ص ض ط ظ ع غ ف ق ک گ ل م ن و ہ ی ے ا ب پ ت ٹ ث ج چ ح خ د ڈ ذ ر ڑ ز ژ س ش ص ض ط ظ ع غ ف ق ک گ ل م ن و ہ ی ے ا ب پ ت ٹ ث ج چ ح خ د ڈ ذ ر ڑ ز ژ س ش ص ض ط ظ ع غ ف ق ک گ ل م ن و ہ ی ے ا ب پ ت ٹ ث ج چ ح خ د ڈ ذ ر ڑ ز ژ س ش ص ض ط ظ ع xyxy=(503,1446,621,1566)
continuation-number: 41 xyxy=(219,860,249,876)
article-text: ا ب پ ت ٹ ث ج چ ح خ د ڈ ذ ر ڑ ز ژ س ش ص ض ط ظ ع غ ف ق ک گ ل م ن و ہ ی ے ا ب پ ت ٹ ث ج چ ح خ د ڈ ذ ر ڑ ز ژ س ش ص ض ط ظ ع غ ف ق ک گ ل م ن و ہ ی ے ا ب پ ت ٹ ث ج چ ح خ د ڈ ذ ر ڑ ز ژ س ش ص ض ط ظ ع غ ف ق ک گ ل م ن و ہ ی ے ا ب xyxy=(503,769,621,878)
article-text: ا ب پ ت ٹ ث ج چ ح خ د ڈ ذ ر ڑ ز ژ س ش ص ض ط ظ ع غ ف ق ک گ ل م ن و ہ ی ے ا ب پ ت ٹ ث ج چ ح خ د ڈ ذ ر ڑ ز ژ س ش ص ض ط ظ ع غ ف ق ک گ ل م ن و ہ ی ے ا ب پ ت ٹ ث ج چ ح خ د ڈ ذ ر ڑ ز ژ س ش ص ض ط ظ ع غ ف ق ک گ ل م ن و ہ ی ے ا ب پ ت ٹ ث ج چ ح خ د ڈ ذ ر ڑ ز ژ س ش ص ض ط ظ ع غ ف ق ک گ ل م ن و ہ ی ے ا ب پ ت ٹ ث ج چ ح خ د ڈ ذ ر ڑ ز ژ س ش ص ض ط ظ ع غ ف ق ک گ ل م ن و ہ ی ے ا ب پ ت ٹ ث ج چ ح خ د ڈ ذ ر ڑ ز ژ س xyxy=(379,988,497,1174)
continuation-label: بقیہ xyxy=(874,27,961,43)
continuation-header xyxy=(9,247,126,263)
continuation-header xyxy=(380,467,497,483)
continuation-label: بقیہ xyxy=(504,1035,591,1051)
continuation-header xyxy=(627,1543,744,1559)
continuation-header xyxy=(504,1428,621,1444)
column-6 xyxy=(252,24,376,1663)
continuation-number: 32 xyxy=(343,115,373,131)
continuation-number: 27 xyxy=(467,796,497,812)
newspaper-columns xyxy=(6,24,994,1841)
continuation-header xyxy=(256,882,373,898)
continuation-label: بقیہ xyxy=(133,576,220,592)
column-8 xyxy=(6,24,129,1663)
continuation-number: 31 xyxy=(467,1518,497,1534)
continuation-header xyxy=(380,796,497,812)
continuation-label: بقیہ xyxy=(380,796,467,812)
article-text: ا ب پ ت ٹ ث ج چ ح خ د ڈ ذ ر ڑ ز ژ س ش ص ض ط ظ ع غ ف ق ک گ ل م ن و ہ ی ے ا ب پ ت ٹ ث ج چ ح خ د ڈ ذ ر ڑ ز ژ س ش ص ض ط ظ ع غ ف ق ک گ ل م ن و ہ ی ے ا ب پ ت ٹ ث ج چ ح خ د ڈ ذ ر ڑ ز ژ س ش ص ض ط ظ ع غ ف ق ک گ ل م ن و ہ ی ے ا ب پ ت ٹ ث ج چ ح خ د ڈ ذ ر ڑ ز ژ س ش ص ض ط ظ ع غ ف ق ک گ ل م ن و ہ ی ے ا ب پ ت ٹ ث ج چ ح خ د ڈ ذ ر ڑ ز ژ س ش ص ض ط ظ ع غ ف ق ک گ ل م ن و ہ ی ے ا ب پ ت ٹ ث ج چ ح خ د ڈ ذ ر ڑ ز ژ س ش ص ض ط ظ ع غ ف ق ک گ ل م ن و ہ ی ے ا ب پ ت ٹ ث ج چ ح خ د ڈ ذ ر ڑ ز ژ س ش ص ض ط ظ ع غ ف ق ک گ ل م ن و ہ ی ے ا ب پ ت ٹ ث ج چ ح خ د ڈ ذ ر ڑ ز ژ س ش ص ض ط ظ ع غ ف ق ک گ ل م ن و ہ ی ے ا ب پ ت ٹ ث ج چ ح خ د ڈ ذ ر ڑ ز ژ س ش ص ض ط ظ ع غ ف ق ک گ ل م ن و ہ ی ے ا ب پ ت ٹ ث ج چ ح خ د ڈ ذ ر ڑ ز ژ س ش ص ض ط ظ ع غ ف ق ک گ ل م ن و ہ ی ے ا ب پ ت ٹ ث ج چ ح خ د ڈ ذ ر ڑ ز ژ س ش ص ض ط ظ ع غ ف ق ک گ ل م ن و ہ ی ے xyxy=(874,416,991,778)
continuation-label: بقیہ xyxy=(874,1495,961,1511)
masthead xyxy=(8,0,992,22)
continuation-label: بقیہ xyxy=(9,773,96,789)
article-text: ا ب پ ت ٹ ث ج چ ح خ د ڈ ذ ر ڑ ز ژ س ش ص ض ط ظ ع غ ف ق ک گ ل م ن و ہ ی ے ا ب پ ت ٹ ث ج چ ح خ د ڈ ذ ر ڑ ز ژ س ش ص ض ط ظ ع غ ف ق ک گ ل م ن و ہ ی ے ا ب پ ت ٹ ث ج چ ح خ د ڈ ذ ر ڑ ز ژ س ش ص ض ط ظ ع غ ف ق ک گ ل م ن و ہ ی ے ا ب xyxy=(132,594,250,703)
continuation-label: بقیہ xyxy=(504,401,591,417)
article-text: ا ب پ ت ٹ ث ج چ ح خ د ڈ ذ ر ڑ ز ژ س ش ص ض ط ظ ع غ ف ق ک گ ل م ن و ہ ی ے ا ب پ ت ٹ ث ج چ ح خ د ڈ ذ ر ڑ ز ژ س ش ص ض ط ظ ع غ ف ق ک گ ل م ن و ہ ی ے ا ب پ ت ٹ ث ج چ ح خ د ڈ ذ ر ڑ ز ژ س ش ص ض ط ظ ع غ ف ق ک گ ل م ن و ہ ی ے ا ب پ ت ٹ ث ج چ ح خ د ڈ ذ ر ڑ ز ژ س ش ص ض ط ظ ع غ ف ق ک گ ل م ن و ہ ی ے ا ب پ ت ٹ ث ج چ ح خ د ڈ ذ ر ڑ ز ژ س ش ص ض ط ظ ع غ ف ق ک گ ل م ن و ہ ی ے ا ب پ ت ٹ ث ج چ ح خ د ڈ ذ ر ڑ ز ژ س ش ص ض ط ظ ع غ ف ق ک گ ل م ن و ہ ی ے ا ب پ ت ٹ ث ج چ ح خ د ڈ ذ ر ڑ ز ژ س ش ص ض ط ظ ع غ ف ق ک گ ل م ن و ہ ی ے ا ب پ ت ٹ ث ج چ ح خ د ڈ ذ ر ڑ ز ژ س ش ص ض ط ظ ع غ ف ق ک گ ل م ن و ہ ی ے ا ب پ ت ٹ ث ج چ ح خ د ڈ ذ ر ڑ ز ژ س ش ص ض ط ظ ع غ ف ق ک گ ل م ن و ہ ی ے ا ب پ ت ٹ ث ج چ ح خ د ڈ ذ ر ڑ ز ژ س ش ص ض ط ظ ع غ ف ق ک گ ل م ن و ہ ی ے ا ب پ ت ٹ ث ج چ ح خ د ڈ ذ ر xyxy=(503,24,621,364)
continuation-number: 25 xyxy=(590,1428,620,1444)
continuation-header xyxy=(751,850,868,866)
continuation-number: 42 xyxy=(96,247,126,263)
article-text: ا ب پ ت ٹ ث ج چ ح خ د ڈ ذ ر ڑ ز ژ س ش ص ض ط ظ ع غ ف ق ک گ ل م ن و ہ ی ے ا ب پ ت ٹ ث ج چ ح خ د ڈ ذ ر ڑ ز ژ س ش ص ض ط ظ ع غ ف ق ک گ ل م ن و ہ ی ے ا ب پ ت ٹ ث ج چ ح خ د ڈ ذ ر ڑ ز ژ س ش ص ض ط ظ ع غ ف ق ک گ ل م ن و ہ ی ے ا ب پ ت ٹ ث ج چ ح خ د ڈ ذ ر ڑ ز ژ س ش ص ض ط ظ ع xyxy=(874,45,991,165)
article-text: ا ب پ ت ٹ ث ج چ ح خ د ڈ ذ ر ڑ ز ژ س ش ص ض ط ظ ع غ ف ق ک گ ل م ن و ہ ی ے ا ب پ ت ٹ ث ج چ ح خ د ڈ ذ ر ڑ ز ژ س ش ص ض ط ظ ع غ ف ق ک گ ل م ن و ہ ی ے ا ب پ ت ٹ ث ج چ ح خ د ڈ ذ ر ڑ ز xyxy=(256,1097,373,1184)
continuation-number: 40 xyxy=(219,707,249,723)
continuation-header xyxy=(751,1771,868,1787)
continuation-number: 4 xyxy=(961,398,991,414)
continuation-number: 7 xyxy=(961,1495,991,1511)
continuation-label: بقیہ xyxy=(504,1210,591,1226)
continuation-number: 44 xyxy=(96,773,126,789)
article-text: ا ب پ ت ٹ ث ج چ ح خ د ڈ ذ ر ڑ ز ژ س ش ص ض ط ظ ع غ ف ق ک گ ل م ن و ہ ی ے ا ب پ ت ٹ ث ج چ ح خ د ڈ ذ ر ڑ ز ژ س ش ص ض ط ظ ع غ ف ق ک گ ل م ن و ہ ی ے ا ب پ ت ٹ ث ج چ ح خ د ڈ ذ ر ڑ ز ژ س ش ص ض ط ظ ع غ ف ق ک گ ل م ن و ہ ی ے ا ب پ ت ٹ ث ج چ ح خ د ڈ ذ ر ڑ ز ژ س ش ص ض ط ظ ع غ ف ق ک گ ل م ن و ہ ی ے ا ب پ ت ٹ ث ج چ ح خ د ڈ ذ ر ڑ ز ژ س ش ص ض ط ظ ع غ ف ق ک گ ل م ن xyxy=(503,572,621,736)
column-3 xyxy=(623,24,747,1663)
continuation-number: 35 xyxy=(343,882,373,898)
continuation-number: 30 xyxy=(467,1189,497,1205)
continuation-header xyxy=(874,815,991,831)
continuation-header xyxy=(874,1495,991,1511)
continuation-label: بقیہ xyxy=(627,1543,714,1559)
continuation-number: 11 xyxy=(837,850,867,866)
article-text: ا ب پ ت ٹ ث ج چ ح خ د ڈ ذ ر ڑ ز ژ س ش ص ض ط ظ ع غ ف ق ک گ ل م ن و ہ ی ے ا ب پ ت ٹ ث ج چ xyxy=(379,923,497,966)
continuation-number: 21 xyxy=(590,882,620,898)
continuation-header xyxy=(874,398,991,414)
article-text: ا ب پ ت ٹ ث ج چ ح خ د ڈ ذ ر ڑ ز ژ س ش ص ض ط ظ ع غ ف ق ک گ ل م ن و ہ ی ے ا ب پ ت ٹ ث ج چ ح خ د ڈ ذ ر ڑ ز ژ س ش ص ض ط ظ ع غ ف ق ک گ ل م ن و ہ ی ے ا ب پ ت ٹ ث ج چ ح خ د ڈ ذ ر ڑ ز ژ س ش ص ض ط ظ ع غ ف ق ک گ ل م ن و ہ ی ے ا ب xyxy=(750,1307,868,1416)
continuation-number: 28 xyxy=(467,905,497,921)
continuation-label: بقیہ xyxy=(874,815,961,831)
continuation-label: بقیہ xyxy=(256,554,343,570)
continuation-header xyxy=(504,1210,621,1226)
continuation-number: 3 xyxy=(961,311,991,327)
continuation-number: 39 xyxy=(219,576,249,592)
article-text: ا ب پ ت ٹ ث ج چ ح خ د ڈ ذ ر ڑ ز ژ س ش ص ض ط ظ ع غ ف ق ک گ ل م ن و ہ ی ے ا ب پ ت ٹ ث ج چ ح خ د ڈ ذ ر ڑ ز ژ س ش ص ض ط ظ ع غ ف ق ک گ ل م ن و ہ ی ے ا ب پ ت ٹ ث ج چ ح خ د ڈ ذ ر ڑ ز ژ س ش ص ض ط ظ ع غ ف ق ک گ ل م ن و ہ ی ے ا ب پ ت ٹ ث ج چ ح خ د ڈ ذ ر ڑ ز ژ س ش ص ض ط ظ ع غ ف ق ک گ ل م ن و ہ ی ے ا ب پ ت ٹ ث ج چ ح خ د ڈ ذ ر ڑ ز ژ س ش ص ض ط ظ ع غ ف ق ک گ ل م ن و ہ ی ے ا ب پ ت ٹ ث ج چ ح خ د ڈ ذ ر ڑ ز ژ س xyxy=(9,572,126,758)
article-text: ا ب پ ت ٹ ث ج چ ح خ د ڈ ذ ر ڑ ز ژ س ش ص ض ط ظ ع غ ف ق ک گ ل م ن و ہ ی ے ا ب پ ت ٹ ث ج چ ح خ د ڈ ذ ر ڑ ز ژ س ش ص ض ط ظ ع غ ف ق ک گ ل xyxy=(503,1359,621,1424)
continuation-label: بقیہ xyxy=(380,970,467,986)
continuation-header xyxy=(256,773,373,789)
continuation-number: 20 xyxy=(590,751,620,767)
continuation-label: بقیہ xyxy=(256,115,343,131)
continuation-number: 12 xyxy=(837,1289,867,1305)
continuation-label: بقیہ xyxy=(751,1289,838,1305)
article-text: ا ب پ ت ٹ ث ج چ ح خ د ڈ ذ ر ڑ ز ژ س ش ص ض ط ظ ع غ ف ق ک گ ل م ن و ہ ی ے ا ب پ ت ٹ ث ج چ ح خ د ڈ ذ ر ڑ ز ژ س ش ص ض ط ظ ع غ ف ق ک گ ل م ن و ہ ی ے ا ب پ ت ٹ ث ج چ ح خ د ڈ ذ ر ڑ ز ژ س ش ص ض ط ظ ع غ ف ق ک گ ل م ن و ہ ی ے ا ب پ ت ٹ ث ج چ ح خ د ڈ ذ ر ڑ ز ژ س ش ص ض ط ظ ع غ ف ق ک گ ل م ن و ہ ی ے ا ب پ ت ٹ ث ج چ ح خ د ڈ ذ ر ڑ ز ژ س ش ص ض ط ظ ع غ ف ق ک گ ل م ن و ہ ی ے ا ب پ ت ٹ ث ج چ ح خ د ڈ ذ ر ڑ ز ژ س ش ص ض ط ظ ع غ ف ق ک گ ل م ن و ہ ی ے ا ب پ ت ٹ ث ج چ ح خ د ڈ ذ ر ڑ ز ژ س ش ص ض ط ظ ع غ ف ق ک گ ل م ن و ہ ی ے ا ب پ ت ٹ ث ج چ ح خ د ڈ ذ ر ڑ ز ژ س ش ص ض ط ظ ع غ ف ق ک گ ل م ن و ہ ی ے ا ب پ ت ٹ ث ج چ ح خ د ڈ ذ ر ڑ ز ژ س ش ص ض ط ظ ع غ ف ق ک گ ل م ن و ہ ی ے ا ب پ ت ٹ ث ج چ ح خ د ڈ ذ ر ڑ ز ژ س ش ص ض ط ظ ع غ ف ق ک گ ل م ن و ہ ی ے ا ب پ ت ٹ ث ج چ ح خ د ڈ ذ ر ڑ ز ژ س ش ص ض ط ظ ع غ ف ق ک گ ل م ن و ہ ی ے ا ب پ ت ٹ ث ج چ ح خ د ڈ ذ ر ڑ ز ژ س ش ص ض ط ظ ع غ ف ق ک گ ل م ن و ہ ی ے ا ب پ ت ٹ ث ج چ xyxy=(750,407,868,813)
continuation-label: بقیہ xyxy=(133,291,220,307)
article-text: ا ب پ ت ٹ ث ج چ ح خ د ڈ ذ ر ڑ ز ژ س ش ص ض ط ظ ع غ ف ق ک گ ل م ن و ہ ی ے ا ب پ ت ٹ ث ج چ ح خ د ڈ ذ ر ڑ ز ژ س ش ص ض ط ظ ع غ ف ق ک گ ل م ن و ہ ی ے ا ب پ ت ٹ ث ج چ ح خ د ڈ ذ ر ڑ ز ژ س ش ص ض ط ظ ع غ ف ق ک گ ل م ن و ہ ی ے ا ب پ ت ٹ ث ج چ ح خ د ڈ ذ ر ڑ ز ژ س ش ص ض ط ظ ع xyxy=(503,900,621,1020)
article-text: ا ب پ ت ٹ ث ج چ ح خ د ڈ ذ ر ڑ ز ژ س ش ص ض ط ظ ع غ ف ق ک گ ل م ن و ہ ی ے ا ب پ ت ٹ ث ج چ xyxy=(256,1206,373,1249)
continuation-header xyxy=(133,860,250,876)
continuation-header xyxy=(504,882,621,898)
continuation-header xyxy=(256,115,373,131)
paper-name: روزنامہ پوسٹ انٹرنیشنل اسلام آباد xyxy=(8,3,184,17)
continuation-number: 5 xyxy=(961,815,991,831)
continuation-label: بقیہ xyxy=(504,751,591,767)
continuation-label: بقیہ xyxy=(874,311,961,327)
continuation-number: 24 xyxy=(590,1341,620,1357)
article-text: ا ب پ ت ٹ ث ج چ ح خ د ڈ ذ ر ڑ ز ژ س ش ص ض ط ظ ع غ ف ق ک گ ل م ن و ہ ی ے ا ب پ ت ٹ ث ج چ ح خ د ڈ ذ ر ڑ ز ژ س ش ص ض ط ظ ع غ ف ق ک گ ل xyxy=(874,329,991,394)
article-text: ا ب پ ت ٹ ث ج چ ح خ د ڈ ذ ر ڑ ز ژ س ش ص ض ط ظ ع غ ف ق ک گ ل م ن و ہ ی ے ا ب پ ت ٹ ث ج چ ح خ د ڈ ذ ر ڑ ز ژ س ش ص ض ط ظ ع غ ف ق ک گ ل م ن و ہ ی ے ا ب پ ت ٹ ث ج چ ح خ د ڈ ذ ر ڑ ز ژ س ش ص ض ط ظ ع غ ف ق ک گ ل م ن و ہ ی ے ا ب پ ت ٹ ث ج چ ح خ د ڈ ذ ر ڑ ز ژ س ش ص ض ط ظ ع غ ف ق ک گ ل م ن و ہ ی ے ا ب پ ت ٹ ث ج چ ح خ د ڈ ذ ر ڑ ز ژ س ش ص ض ط ظ ع غ ف ق ک گ ل م ن و ہ ی ے ا ب پ ت ٹ ث ج چ ح خ د ڈ ذ ر ڑ ز ژ س ش ص ض ط ظ ع غ ف ق ک گ ل م ن و ہ ی ے ا ب پ ت ٹ ث ج چ ح خ د ڈ ذ ر ڑ ز ژ س ش ص ض ط ظ ع غ ف ق ک گ ل م ن و ہ ی ے ا ب پ ت ٹ ث ج چ ح خ د ڈ ذ ر ڑ ز ژ س ش ص ض ط ظ ع غ ف ق ک گ ل م ن و ہ ی ے ا ب پ ت ٹ ث ج چ ح خ د ڈ ذ ر ڑ ز ژ س ش ص ض ط ظ ع غ ف ق ک گ ل م ن و ہ ی ے ا ب پ ت ٹ ث ج چ ح خ د ڈ ذ ر ڑ ز ژ س ش ص ض ط ظ ع غ ف ق ک گ ل م ن و ہ ی ے ا ب پ ت ٹ ث ج چ ح خ د ڈ ذ ر ڑ ز ژ س ش ص ض ط ظ ع غ ف ق ک گ ل م ن و ہ ی ے ا ب پ ت ٹ ث ج چ ح خ د ڈ ذ ر ڑ ز ژ س ش ص ض ط xyxy=(256,133,373,517)
continuation-number: 8 xyxy=(961,1758,991,1774)
article-text: ا ب پ ت ٹ ث ج چ ح خ د ڈ ذ ر ڑ ز ژ س ش ص ض ط ظ ع غ ف ق ک گ ل م ن و ہ ی ے ا ب پ ت ٹ ث ج چ ح خ د ڈ ذ ر ڑ ز ژ س ش ص ض ط ظ ع غ ف ق ک گ ل م ن و ہ ی ے ا ب پ ت ٹ ث ج چ ح خ د ڈ ذ ر ڑ ز ژ س ش ص ض ط ظ ع غ ف ق ک گ ل م ن و ہ ی ے ا ب پ ت ٹ ث ج چ ح خ د ڈ ذ ر ڑ ز ژ س ش ص ض ط ظ ع غ ف ق ک گ ل م ن و ہ ی ے ا ب پ ت ٹ ث ج چ ح خ د ڈ ذ ر ڑ ز ژ س ش ص ض ط ظ ع غ ف ق ک گ ل م ن و ہ ی ے ا ب پ ت ٹ ث ج چ ح خ د ڈ ذ ر ڑ ز ژ س ش ص ض ط ظ ع غ ف ق ک گ ل م ن و ہ ی ے ا ب پ ت ٹ ث ج چ ح خ د ڈ ذ ر ڑ ز ژ س ش ص ض ط ظ ع غ ف ق ک گ ل م ن و ہ ی ے ا ب پ ت ٹ ث ج چ ح خ د ڈ xyxy=(132,24,250,265)
continuation-number: 26 xyxy=(467,467,497,483)
